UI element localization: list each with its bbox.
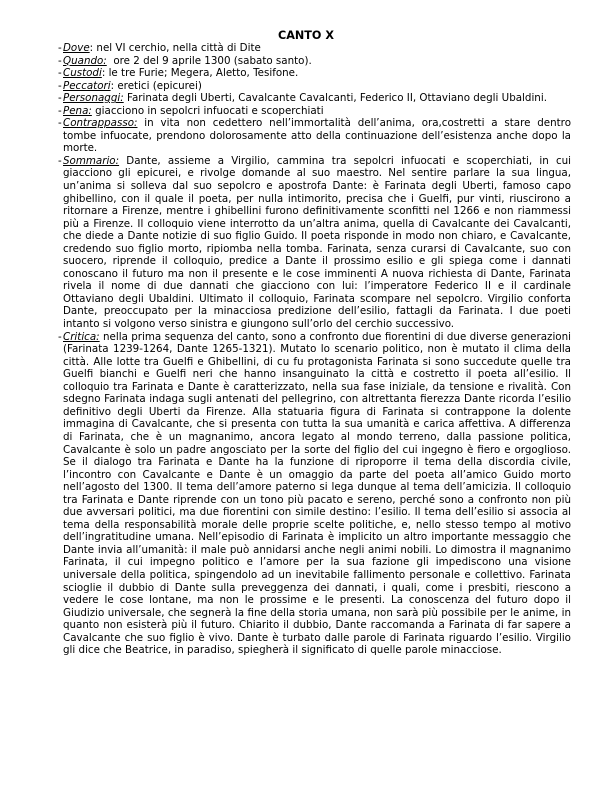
list-item-quando bbox=[63, 55, 571, 68]
list-item-personaggi bbox=[63, 92, 571, 105]
list-item-dove bbox=[63, 42, 571, 55]
list-item-peccatori bbox=[63, 80, 571, 93]
item-text: ore 2 del 9 aprile 1300 (sabato santo). bbox=[106, 54, 312, 67]
item-text: nella prima sequenza del canto, sono a confronto due fiorentini di due diverse generazioni (Farinata 1239-1264, Dante 1265-1321). Mutato lo scenario politico, non è mutato il clima della città. Alle lotte tra Guelfi e Ghibellini, di cu fu protagonista Farinata si sono succedute quelle tra Guelfi bianchi e Guelfi neri che hanno insanguinato la città e costretto il poeta all’esilio. Il colloquio tra Farinata e Dante è caratterizzato, nella sua fase iniziale, da tensione e rivalità. Con sdegno Farinata indaga sugli antenati del pellegrino, con altrettanta fierezza Dante ricorda l’esilio definitivo degli Uberti da Firenze. Alla statuaria figura di Farinata si contrappone la dolente immagina di Cavalcante, che si presenta con tutta la sua umanità e carica affettiva. A differenza di Farinata, che è un magnanimo, ancora legato al mondo terreno, dalla passione politica, Cavalcante è solo un padre angosciato per la sorte del figlio del cui ingegno è fiero e orgoglioso. Se il dialogo tra Farinata e Dante ha la funzione di riproporre il tema della discordia civile, l’incontro con Cavalcante e Dante è un omaggio da parte del poeta all’amico Guido morto nell’agosto del 1300. Il tema dell’amore paterno si lega dunque al tema dell’amicizia. Il colloquio tra Farinata e Dante riprende con un tono più pacato e sereno, perché sono a confronto non più due avversari politici, ma due fiorentini con simile destino: l’esilio. Il tema dell’esilio si associa al tema della responsabilità morale delle proprie scelte politiche, e, nello stesso tempo al motivo dell’ingratitudine umana. Nell’episodio di Farinata è implicito un altro importante messaggio che Dante invia all’umanità: il male può annidarsi anche negli animi nobili. Lo dimostra il magnanimo Farinata, il cui impegno politico e l’amore per la sua fazione gli impediscono una visione universale della politica, spingendolo ad un inevitabile fallimento personale e collettivo. Farinata scioglie il dubbio di Dante sulla preveggenza dei dannati, i quali, come i presbiti, riescono a vedere le cose lontane, ma non le prossime e le presenti. La conoscenza del futuro dopo il Giudizio universale, che segnerà la fine della storia umana, non sarà più possibile per le anime, in quanto non esisterà più il futuro. Chiarito il dubbio, Dante raccomanda a Farinata di far sapere a Cavalcante che suo figlio è vivo. Dante è turbato dalle parole di Farinata riguardo l’esilio. Virgilio gli dice che Beatrice, in paradiso, spiegherà il significato di quelle parole minacciose. bbox=[63, 330, 571, 657]
list-item-custodi bbox=[63, 67, 571, 80]
item-label: Sommario: bbox=[63, 154, 120, 167]
item-label: Personaggi: bbox=[63, 92, 124, 105]
item-label: Pena: bbox=[63, 104, 92, 117]
item-label: Dove bbox=[63, 42, 90, 54]
item-label: Contrappasso: bbox=[63, 117, 138, 130]
item-text: : nel VI cerchio, nella città di Dite bbox=[89, 42, 261, 54]
info-list bbox=[63, 42, 571, 657]
item-label: Custodi bbox=[63, 67, 102, 80]
page-title: CANTO X bbox=[278, 29, 334, 42]
item-label: Critica: bbox=[63, 330, 100, 343]
item-text: giacciono in sepolcri infuocati e scoperchiati bbox=[91, 104, 324, 117]
item-text: : le tre Furie; Megera, Aletto, Tesifone. bbox=[101, 67, 299, 80]
item-label: Peccatori bbox=[63, 79, 111, 92]
item-text: in vita non cedettero nell’immortalità dell’anima, ora,costretti a stare dentro tombe infuocate, prendono dolorosamente atto della continuazione dell’esistenza anche dopo la morte. bbox=[63, 117, 571, 155]
list-item-critica bbox=[63, 331, 571, 657]
item-text: Dante, assieme a Virgilio, cammina tra sepolcri infuocati e scoperchiati, in cui giacciono gli epicurei, e rivolge domande al suo maestro. Nel sentire parlare la sua lingua, un’anima si solleva dal suo sepolcro e apostrofa Dante: è Farinata degli Uberti, famoso capo ghibellino, con il quale il poeta, per nulla intimorito, precisa che i Guelfi, pur vinti, riuscirono a ritornare a Firenze, mentre i ghibellini furono definitivamente sconfitti nel 1266 e non riammessi più a Firenze. Il colloquio viene interrotto da un’altra anima, quella di Cavalcante dei Cavalcanti, che diede a Dante notizie di suo figlio Guido. Il poeta risponde in modo non chiaro, e Cavalcante, credendo suo figlio morto, ripiomba nella tomba. Farinata, senza curarsi di Cavalcante, suo con suocero, riprende il colloquio, predice a Dante il prossimo esilio e gli spiega come i dannati conoscano il futuro ma non il presente e le cose imminenti A nuova richiesta di Dante, Farinata rivela il nome di due dannati che giacciono con lui: l’imperatore Federico II e il cardinale Ottaviano degli Ubaldini. Ultimato il colloquio, Farinata scompare nel sepolcro. Virgilio conforta Dante, preoccupato per la minacciosa predizione dell’esilio, fattagli da Farinata. I due poeti intanto si volgono verso sinistra e giungono sull’orlo del cerchio successivo. bbox=[63, 154, 571, 331]
list-item-pena bbox=[63, 105, 571, 118]
list-item-contrappasso bbox=[63, 117, 571, 155]
item-text: : eretici (epicurei) bbox=[110, 79, 202, 92]
list-item-sommario bbox=[63, 155, 571, 331]
item-text: Farinata degli Uberti, Cavalcante Cavalcanti, Federico II, Ottaviano degli Ubaldini. bbox=[123, 92, 547, 105]
item-label: Quando: bbox=[63, 54, 107, 67]
